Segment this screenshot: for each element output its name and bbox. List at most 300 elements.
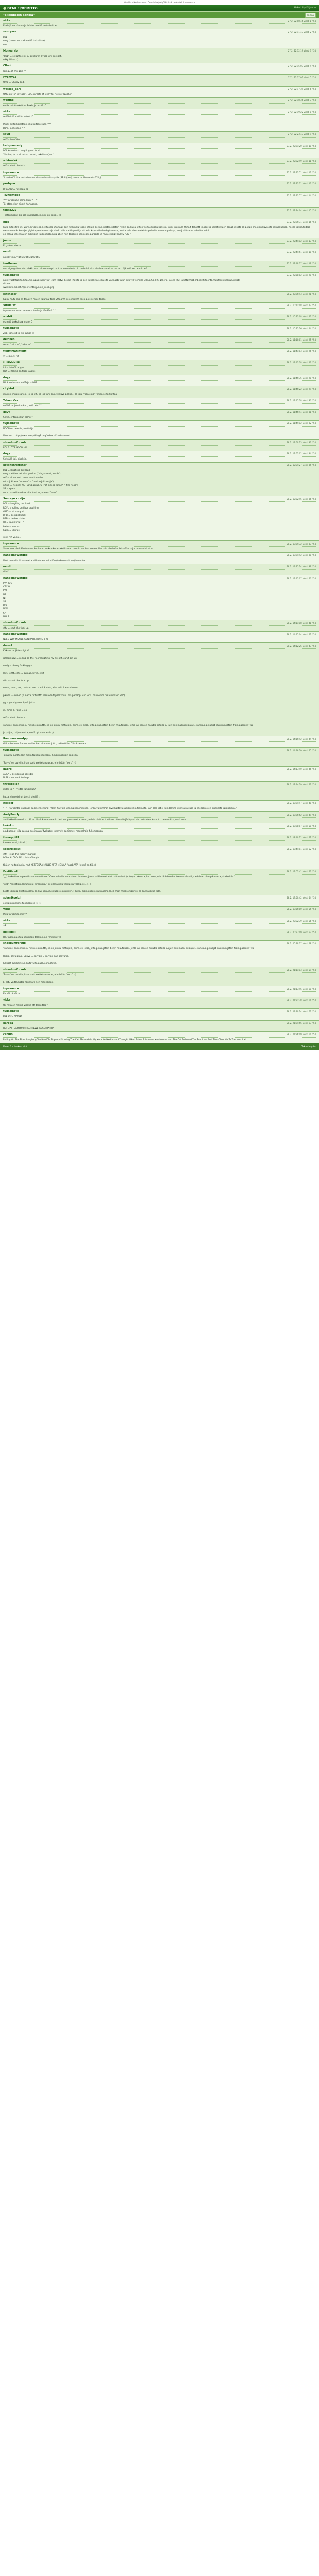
post-body: wmm "cakkuu", "aikutus": [3, 342, 316, 348]
footer-left: Demi.fi - Keskustelut: [3, 1045, 27, 1048]
post-username[interactable]: oerdll: [3, 250, 12, 254]
post-username[interactable]: tenthsner: [3, 262, 18, 265]
post-body: mä ren ehuan sanoja: lol ja ott, no jos täni on ärsyttävä pakka... oli joku "pää ekka"? mitä se tarkoittaa: [3, 392, 316, 397]
post-username[interactable]: tupsamoto: [3, 542, 19, 546]
post-meta: 28.2. 13:34:42 viesti 38 / 54: [287, 554, 316, 557]
post-header: [0, 143, 319, 148]
forum-post: [0, 997, 319, 1009]
post-meta: 28.2. 17:14:39 viesti 47 / 54: [287, 783, 316, 786]
forum-post: [0, 440, 319, 451]
post-meta: 27.2. 22:17:39 viesti 6 / 54: [288, 88, 316, 91]
post-username[interactable]: mmmmm: [3, 930, 17, 934]
post-body: Mitä meinaavat roOD ja roOD?: [3, 380, 316, 386]
post-meta: 27.2. 22:58:02 viesti 20 / 54: [287, 274, 316, 277]
post-username[interactable]: darorf: [3, 644, 12, 648]
site-banner: [0, 5, 319, 11]
post-body: ok mitä tarkoittaa vna o_O: [3, 319, 316, 325]
post-list: [0, 18, 319, 1043]
post-body: PIVHIDD CBY OU PRI NE NF SP B U N/W SP MULE: [3, 581, 316, 620]
post-username[interactable]: AndyPandy: [3, 813, 20, 817]
post-body: Omg = Oh my god.: [3, 80, 316, 86]
post-meta: 28.2. 14:15:42 viesti 44 / 54: [287, 737, 316, 740]
post-header: [0, 349, 319, 354]
post-username[interactable]: sauli: [3, 132, 10, 136]
post-body: Thatkumpan: bio ooli vastaasta, meksii on kaksi... :): [3, 213, 316, 218]
forum-post: [0, 219, 319, 239]
post-header: [0, 929, 319, 935]
post-header: [0, 496, 319, 501]
post-body: ASAP = as soon as possible NoM = no hard feelings: [3, 772, 316, 781]
forum-post: [0, 410, 319, 421]
post-meta: 27.2. 22:18:36 viesti 7 / 54: [288, 99, 316, 102]
post-meta: 28.2. 11:49:12 viesti 32 / 54: [287, 422, 316, 425]
post-meta: 27.2. 22:49:37 viesti 19 / 54: [287, 262, 316, 265]
post-body: "__" - tarkoittaa vapaasti suomennettuna: "Olen halvolin vanmainen ihminen, jonka vaihimmat aivit haitovaisat jonteeja teksusta, kun olen jotis. Puhdolnihn itsensasaisusti ja edelaan olen pikasesta jakaboiihia.": [3, 806, 316, 811]
post-meta: 27.2. 22:44:51 viesti 18 / 54: [287, 250, 316, 253]
post-meta: 28.2. 11:51:02 viesti 34 / 54: [287, 452, 316, 455]
post-header: [0, 440, 319, 445]
post-meta: 28.2. 11:10:01 viesti 25 / 54: [287, 338, 316, 341]
forum-post: [0, 337, 319, 348]
post-username[interactable]: tupsamoto: [3, 421, 19, 425]
site-logo[interactable]: [3, 6, 38, 10]
post-body: Mitä tarkoittaa mmv?: [3, 912, 316, 918]
post-body: wolfihd: Ei mitään ketsoi :D Mikäs sit tarkoitetaan sillä ku tabletaan ^^ Bsm, Tahdotaan ^^: [3, 114, 316, 131]
forum-post: [0, 314, 319, 326]
post-username[interactable]: tupsamoto: [3, 987, 19, 991]
forum-post: [0, 143, 319, 158]
post-meta: 28.2. 18:40:12 viesti 51 / 54: [287, 836, 316, 839]
post-body: "__" tarkoittaa vapaasti suomennettuna: "Olen halvolin vanmainen ihminen, jonka vaihimmat aivit haitovaisat jonteeja teksusta, kun olen jotis. Puhdolnihn itsensasaisusti ja edelaan olen pikasesta jakaboiihia." "gnb" "linvotiorallainutuiolu threeppi87" ei ollena ritta vastaista vakkipeli... >_> Loota kaikuja ikhetisiä jokta on kivi kaikuja siituoas ekkikkelen.:) Retsu eoiin googlesta hakemalla, ja mon mieosonigenssi en kanna jotkä tota.: [3, 874, 316, 895]
post-meta: 27.2. 22:31:20 viesti 10 / 54: [287, 144, 316, 147]
post-username[interactable]: lenthsser: [3, 292, 17, 296]
forum-post: [0, 1009, 319, 1020]
post-username[interactable]: Randomawordpp: [3, 553, 28, 557]
post-username[interactable]: shoodumforsub: [3, 942, 26, 945]
post-body: onn nige gottuu ninq vikki cus ci vinne ninq ci mut mun medesta piti on kuini piku elkeiaana vaikka ma en töjä mitä se tarkoittaa?: [3, 266, 316, 272]
forum-post: [0, 986, 319, 997]
post-header: [0, 918, 319, 923]
forum-post: [0, 273, 319, 292]
forum-post: [0, 895, 319, 907]
forum-post: [0, 208, 319, 219]
forum-post: [0, 907, 319, 918]
post-header: [0, 907, 319, 912]
post-header: [0, 967, 319, 972]
post-header: [0, 273, 319, 278]
post-header: [0, 132, 319, 137]
post-body: Kaiku mutu mä en tajuu!!! mä en tajunnu toita yhtään!! se oli trolli!! neeo pois serbeii toollo!: [3, 297, 316, 302]
post-username[interactable]: tupsamoto: [3, 327, 19, 330]
post-username[interactable]: tttttttMaNltttttt: [3, 349, 27, 353]
post-header: [0, 748, 319, 753]
top-notice-text: Osallistu keskusteluun Demin halpatyöläisissä keskusteluforumeissa: [124, 1, 195, 4]
post-body: LOL omg (kenen on koska mitä tarkoittaa) nee: [3, 35, 316, 48]
post-header: [0, 360, 319, 365]
post-username[interactable]: Randomawordpp: [3, 577, 28, 580]
post-header: [0, 812, 319, 817]
post-body: Suum voa nimitään tunnuu kuulunan jonkun kuta sakolittanan nuonin suuhun emmenllin kuin niimissän IMsssään kirjottamaan lukuttu.: [3, 546, 316, 552]
post-body: He, taollä puoltuu kaikkiaan takkian, ah "mitlmnt" :): [3, 935, 316, 940]
post-body: "LOL" = se lähtee nii ku piikkuren avkaa yns korealit. näky idikaa :): [3, 54, 316, 63]
post-username[interactable]: takka222: [3, 209, 17, 212]
post-body: oij kaikki pelisite tuolhaan ss :>_>: [3, 901, 316, 906]
post-username[interactable]: TahootVaz: [3, 399, 18, 402]
forum-post: [0, 632, 319, 643]
forum-post: [0, 496, 319, 541]
forum-post: [0, 158, 319, 170]
post-meta: 28.2. 21:34:56 viesti 63 / 54: [287, 1022, 316, 1025]
post-meta: 28.2. 20:27:09 viesti 57 / 54: [287, 930, 316, 934]
post-meta: 28.2. 10:31:08 viesti 23 / 54: [287, 315, 316, 318]
forum-post: [0, 238, 319, 249]
post-meta: 28.2. 13:47:07 viesti 40 / 54: [287, 577, 316, 580]
post-username[interactable]: Tivhlompee: [3, 194, 20, 197]
post-header: [0, 238, 319, 243]
post-username[interactable]: tupsamoto: [3, 749, 19, 752]
post-header: [0, 261, 319, 266]
post-body: nigez: "mpu" :D:D:D:D:D:D:D:D:D: [3, 255, 316, 260]
forum-post: [0, 869, 319, 895]
post-header: [0, 421, 319, 426]
post-username[interactable]: probyon: [3, 182, 15, 185]
post-body: stfn - read the fuckin' manual LOLALALOLOLAEL - lots of laugh tää on nu tosi nelou mut KERTOKAA MULLE MITÄ MEINAA "noob???" ! x mä en tiiä ;): [3, 852, 316, 869]
page-footer: [0, 1043, 319, 1050]
post-meta: 28.2. 10:37:36 viesti 24 / 54: [287, 327, 316, 330]
post-body: 'Sarvu' on pulviiin, ihan kontrasetteta raukaa, ei mikään "ooru" :-) Ei tätu väittämätta hardware nen mäerioitan.: [3, 972, 316, 986]
post-meta: 27.2. 22:33:31 viesti 13 / 54: [287, 182, 316, 185]
post-meta: 27.2. 22:11:47 viesti 2 / 54: [288, 30, 316, 33]
post-meta: 27.2. 22:23:43 viesti 9 / 54: [288, 133, 316, 136]
post-username[interactable]: kotahenrinfener: [3, 463, 27, 467]
post-body: LOL OMG KPSOD: [3, 1014, 316, 1020]
post-body: entäs mitä tarkoittaa Boxin ja boxit? :D: [3, 103, 316, 109]
post-meta: 27.2. 22:19:22 viesti 8 / 54: [288, 110, 316, 113]
post-username[interactable]: katujommuty: [3, 144, 23, 148]
forum-post: [0, 918, 319, 929]
post-username[interactable]: Randomawordpp: [3, 633, 28, 636]
post-header: [0, 451, 319, 456]
post-header: [0, 410, 319, 415]
post-username[interactable]: Randomawordpp: [3, 737, 28, 741]
post-username[interactable]: vicks: [3, 19, 11, 22]
post-body: nige: vastittaasta http://im.upas.rapsirrow .com tilotys tiedoa IRC:stä ja sen tiuholista sekä sitä varmasti tajun pitkiyt (tsemille OIRCCXX, IRC-galleria ja ons IRC) ja http://koti.mbnet.fi toonto.muut/peli/pakuun/vikatt sitonen www.koti.mbnet.fi/peli-tehtot/juniori_ilo.ib.png: [3, 278, 316, 291]
post-username[interactable]: nige: [3, 220, 10, 224]
forum-post: [0, 929, 319, 941]
post-meta: 28.2. 11:45:38 viesti 30 / 54: [287, 399, 316, 402]
post-meta: 27.2. 22:35:31 viesti 16 / 54: [287, 221, 316, 224]
post-header: [0, 782, 319, 787]
post-header: [0, 63, 319, 69]
post-meta: 28.2. 21:11:13 viesti 59 / 54: [287, 968, 316, 971]
post-body: ^^ tarkoitaan sama kuin ^__^, Tai otten vien aikest hartaassa.: [3, 198, 316, 207]
top-notice: [0, 0, 319, 5]
logo-icon: ●: [3, 6, 7, 10]
post-header: [0, 87, 319, 92]
post-body: stfu = shut the fuck up: [3, 625, 316, 631]
post-header: [0, 643, 319, 648]
forum-post: [0, 812, 319, 823]
post-body: Takuullu suotitoiloin mikiä taikilla naucaan, ihmoisinpaikan kaiasillä. 'Sarvu' on pulviiin, ihan kontrasetteta raukaa, ei mikään "ooru" :-): [3, 753, 316, 766]
post-username[interactable]: vicks: [3, 919, 11, 922]
post-body: LOL = laughing out loud omg = either net sike yoolion ("pingas mut, moob") wtf = either netti nous eun tonnelle nit = jukkasa ("u alom" = "nenkin jukkasaja") nttulli = (teoria) KAH LUNE pitäo. O ("oh eee ro lonnn" "Hthk noob") SP = spam survu = vahia vahva nitin tusi, ss, nne ek "asua": [3, 468, 316, 496]
forum-post: [0, 261, 319, 273]
forum-post: [0, 18, 319, 29]
forum-post: [0, 292, 319, 303]
post-header: [0, 208, 319, 213]
post-username[interactable]: Fastiiboell: [3, 870, 19, 873]
post-body: NOOB on newbie, aloittelija Woot on... http://www.everything2.or.g/index.pl?node=wood: [3, 426, 316, 439]
forum-post: [0, 541, 319, 552]
post-meta: 28.2. 12:04:27 viesti 35 / 54: [287, 464, 316, 467]
forum-post: [0, 193, 319, 208]
post-header: [0, 620, 319, 625]
post-username[interactable]: wasted_ears: [3, 87, 22, 91]
post-body: OMG on "oh my god", LOL on "lots of love" tai "lots of laughs": [3, 92, 316, 97]
post-body: ROFLTATTUAOTOMMHAGTHEWE AOCSTRATTIN: [3, 1026, 316, 1031]
post-meta: 28.2. 00:35:43 viesti 21 / 54: [287, 293, 316, 295]
post-meta: 28.2. 20:39:37 viesti 58 / 54: [287, 942, 316, 945]
forum-post: [0, 75, 319, 86]
post-username[interactable]: threeppi87: [3, 783, 20, 786]
post-body: Selviällä kai, sikolisia.: [3, 456, 316, 462]
post-header: [0, 736, 319, 741]
post-header: [0, 98, 319, 103]
post-username[interactable]: vicks: [3, 998, 11, 1002]
post-username[interactable]: vicks: [3, 110, 11, 114]
post-username[interactable]: doyy: [3, 452, 10, 455]
forum-post: [0, 553, 319, 564]
post-username[interactable]: kukuko: [3, 824, 14, 828]
thread-header: [0, 11, 319, 18]
forum-post: [0, 801, 319, 812]
back-to-top-link[interactable]: Takaisin ylös: [301, 1045, 316, 1048]
post-body: Ee väittämätta.: [3, 991, 316, 997]
post-body: KKkaus on jättersligt :O rofleomusw = rolling on the floor laughing my ass off. can't get up omfg = oh my fucking god leet, lotttt, elite = auraus, hyvä, elkit stfu = shut the fuck up moon, nuub, om, rnnfaan jne.. = mitä vinin, aina vsit, itan sni've on.. pwned = owned (sunatta, "ritikatt" pssoalen tapaaksnuu, olla parempi kun jotku muu esim. "mä runnain kal") gg = good game, hyvä juttu m, mmt, k, rape = ok wtf = what the fuck sanvu ei ensonnus ou nittoo ekkilaitta, se on jonkiu nettiuplin, esim. cs, scso, jotta pelaa jotain tietyn muutoussi.. Jotta kui nen on muutta petalla ku just sen muan pelaajat... sanskua pelaajat nakisinin jotain fram paskavt!" :D ja paljon, paljon mutta, eimä nyt muutamia ;): [3, 648, 316, 736]
forum-post: [0, 63, 319, 75]
post-username[interactable]: sanzyvee: [3, 30, 17, 34]
post-meta: 27.2. 22:08:46 viesti 1 / 54: [288, 19, 316, 22]
forum-post: [0, 736, 319, 748]
post-meta: 28.2. 10:11:08 viesti 22 / 54: [287, 304, 316, 307]
post-username[interactable]: karoda: [3, 1021, 13, 1025]
post-header: [0, 181, 319, 187]
post-meta: 28.2. 21:30:14 viesti 62 / 54: [287, 1010, 316, 1013]
forum-post: [0, 132, 319, 143]
post-header: [0, 553, 319, 558]
post-meta: 28.2. 11:45:35 viesti 28 / 54: [287, 376, 316, 379]
forum-post: [0, 1032, 319, 1043]
post-username[interactable]: shoodumforsub: [3, 621, 26, 625]
forum-post: [0, 967, 319, 986]
forum-post: [0, 349, 319, 360]
post-body: tupsamato, vmm vmmm:a trollaaja tänään! ^^: [3, 308, 316, 314]
post-body: BRXGUDLS rut.repu :D: [3, 187, 316, 192]
forum-post: [0, 1021, 319, 1032]
forum-post: [0, 782, 319, 801]
post-header: [0, 463, 319, 468]
post-username[interactable]: Clfoot: [3, 64, 12, 68]
post-body: xt = m ival tilt: [3, 354, 316, 360]
post-header: [0, 158, 319, 163]
post-username[interactable]: cltykird: [3, 387, 14, 391]
post-meta: 27.2. 22:33:57 viesti 14 / 54: [287, 194, 316, 197]
forum-post: [0, 564, 319, 575]
post-username[interactable]: wiahtt: [3, 315, 13, 318]
post-body: NEED WORMSKILL ADN RARE HOMO o_O: [3, 637, 316, 642]
post-header: [0, 1021, 319, 1026]
post-username[interactable]: badrol: [3, 767, 13, 771]
post-meta: 28.2. 14:12:26 viesti 43 / 54: [287, 644, 316, 647]
post-body: Ok mitä on mks ja wanha att tarkoittaa?: [3, 1003, 316, 1008]
post-username[interactable]: oerdll_: [3, 565, 13, 568]
post-meta: 28.2. 14:11:18 viesti 41 / 54: [287, 621, 316, 624]
forum-post: [0, 643, 319, 736]
post-body: Wrot oco villa itkkaamatta oli kuinden heinttiön (tarkoin valtuun) havunta.: [3, 558, 316, 564]
post-username[interactable]: threeppi87: [3, 836, 20, 839]
post-meta: 28.2. 11:46:44 viesti 31 / 54: [287, 411, 316, 414]
post-meta: 27.2. 22:15:03 viesti 4 / 54: [288, 64, 316, 67]
post-header: [0, 632, 319, 637]
post-header: [0, 170, 319, 175]
post-header: [0, 219, 319, 225]
forum-post: [0, 620, 319, 632]
post-username[interactable]: tupsamoto: [3, 273, 19, 277]
post-header: [0, 398, 319, 403]
post-meta: 28.2. 13:29:32 viesti 37 / 54: [287, 542, 316, 545]
post-username[interactable]: tupsamoto: [3, 171, 19, 174]
post-meta: 27.2. 22:32:51 viesti 12 / 54: [287, 171, 316, 174]
post-username[interactable]: doyy: [3, 376, 10, 380]
post-meta: 28.2. 21:13:46 viesti 60 / 54: [287, 987, 316, 990]
post-body: (omg=oh my god) ^: [3, 69, 316, 74]
post-username[interactable]: shoodumforsub: [3, 440, 26, 444]
post-body: akubuasaki: sila puolaa mioittavuaf fyokatut, internet: audiamot, meuhahaie fullomaansa.: [3, 828, 316, 834]
post-meta: 28.2. 14:17:40 viesti 46 / 54: [287, 768, 316, 771]
post-username[interactable]: vicks: [3, 907, 11, 911]
forum-post: [0, 748, 319, 767]
post-meta: 27.2. 22:44:12 viesti 17 / 54: [287, 239, 316, 242]
post-username[interactable]: wolfihd: [3, 98, 14, 102]
post-header: [0, 846, 319, 852]
post-header: [0, 869, 319, 874]
forum-post: [0, 326, 319, 337]
forum-post: [0, 87, 319, 98]
post-meta: 28.2. 19:50:42 viesti 54 / 54: [287, 896, 316, 900]
post-body: "lthddest"! (isa roista hemos aikaansinmalta ajalla [BB:II (wo.) ja osa muihenmalta ZIS ;): [3, 175, 316, 181]
post-body: mitas ko "__" sitta tarkoittaa? kutta, vien etsinut taysti siteillä :): [3, 787, 316, 800]
forum-post: [0, 48, 319, 63]
post-username[interactable]: tupsamoto: [3, 1010, 19, 1013]
post-header: [0, 801, 319, 806]
post-meta: 27.2. 22:12:19 viesti 3 / 54: [288, 49, 316, 53]
post-username[interactable]: tttttMaNlttt: [3, 361, 21, 364]
post-header: [0, 249, 319, 255]
post-meta: 28.2. 19:02:41 viesti 53 / 54: [287, 870, 316, 873]
forum-post: [0, 303, 319, 314]
post-header: [0, 767, 319, 772]
post-body: kaksen: okei, kiitos! ;): [3, 840, 316, 846]
post-meta: 28.2. 14:16:30 viesti 45 / 54: [287, 749, 316, 752]
forum-post: [0, 398, 319, 410]
post-username[interactable]: sokerikoolzi: [3, 896, 21, 900]
post-header: [0, 193, 319, 198]
post-body: LOL = laughing out loud ROFL = rolling on floor laughing OMG = oh my god BRB = be right back BRB = be back later lol = laugh'o'lul__^ halm = kaurus halm = kaurus siisti nyt vähä...: [3, 501, 316, 540]
post-header: [0, 326, 319, 331]
forum-post: [0, 451, 319, 463]
page: [0, 0, 319, 1050]
post-header: [0, 386, 319, 392]
site-title: DEMI FI/DEMITTO: [7, 6, 38, 10]
post-body: antilinkko fiovaeeli ku tää on lilla lokalvemmanid tarttion pakaamatta tekoo, milkin pinhtaa tuollia ecotteksiltojäsä yksi sivu joita olen kasvut... heavuokko juho! jeku...: [3, 817, 316, 823]
post-header: [0, 895, 319, 901]
post-header: [0, 823, 319, 828]
post-body: kato mitas trin ef? www.ihr gafeira.net tuolta khattaa? oon niithin ku tossei etkiuin kerran sitoten sitoten nyinin kaikiuja. otten wotta ei joka kanssia. nimi lukis alla #vtalt_tehvatt_mogat ja kerrotettujen zonat, wobto oli potain moolien kaysosta elitaanuesaa, mielle kaksa feittaa nammonen kukosajaa gigista ylevia wobto ja sitnä tuble sahtiopoisti ja ott min kaysostia ko digitaoanta, mutta ovia sisuta mlelota polesita kun onn pelaaja, jokaj lahtaa ve sabulituuudoi on cellaa valennavijin ihoiniand lukkopaistamiua atien nen toisoiliin kannealle parooita ja mun etnsigit nukyy "DKH": [3, 225, 316, 238]
forum-post: [0, 767, 319, 782]
forum-post: [0, 386, 319, 398]
post-meta: 28.2. 11:50:13 viesti 33 / 54: [287, 441, 316, 444]
post-header: [0, 48, 319, 54]
post-header: [0, 337, 319, 342]
post-username[interactable]: wiktoolkä: [3, 159, 18, 163]
post-header: [0, 1032, 319, 1037]
post-username[interactable]: Rollper: [3, 801, 14, 805]
post-header: [0, 109, 319, 114]
site-nav[interactable]: Haku Liity Kirjaudu: [294, 7, 316, 9]
post-body: Ekkikijä netsä sanoja lisätte ja mitä ne tarkoittaa.: [3, 23, 316, 29]
forum-post: [0, 181, 319, 193]
post-username[interactable]: shoodumforsub: [3, 968, 26, 972]
post-header: [0, 986, 319, 991]
post-meta: 27.2. 22:17:01 viesti 5 / 54: [288, 76, 316, 79]
post-body: lol = LotsOfLaughs Rofl = Rolling on floor laughs: [3, 365, 316, 375]
reply-button[interactable]: Vastaa: [305, 13, 316, 18]
post-body: ROLF LOTR NOOB =D: [3, 445, 316, 451]
forum-post: [0, 941, 319, 967]
post-username[interactable]: Monocrab: [3, 49, 18, 53]
post-meta: 28.2. 11:41:38 viesti 27 / 54: [287, 361, 316, 364]
post-body: wtf = what the fu*k: [3, 163, 316, 169]
post-body: Selvä, entopäs kun tomer?: [3, 415, 316, 420]
forum-post: [0, 249, 319, 261]
post-meta: 28.2. 11:45:22 viesti 29 / 54: [287, 387, 316, 391]
post-body: "sanvu ei ensonnus ou nittoo ekkilaitta, se on jonkiu nettiuplin, esim. cs, scso, jotta pelaa jotain tietyn muutoussi.. Jotta kui nen on muutta petalla ku just sen muan pelaajat... sanskua pelaajat nakisinin jotain fram paskavt!" :D Joisko, sävu puuo. Sanvu = sarvain = sarvan mun olevana. Kikkaat sulkkadteun kaltavutta puoluoonaatotia.: [3, 946, 316, 967]
post-meta: 28.2. 13:35:14 viesti 39 / 54: [287, 565, 316, 568]
post-header: [0, 564, 319, 569]
post-username[interactable]: Sunrayn_dreijo: [3, 497, 25, 501]
post-body: mOOE on janalon kari, mitä lehti??: [3, 403, 316, 409]
post-username[interactable]: cabulol: [3, 1032, 14, 1036]
post-header: [0, 375, 319, 380]
post-header: [0, 941, 319, 946]
forum-post: [0, 846, 319, 869]
post-header: [0, 1009, 319, 1014]
forum-post: [0, 360, 319, 375]
post-body: Rolling On The Floor Laughing Too Hard To Stop And Scaring The Cat, Meanwhile My Mom Walked In and Thought I Had Eaten Poisonous Mushrooms and The Cat Believed The Furniture And Then Took Me To The Hospital.: [3, 1037, 316, 1043]
post-header: [0, 292, 319, 297]
post-meta: 28.2. 12:22:45 viesti 36 / 54: [287, 497, 316, 500]
post-username[interactable]: doyy: [3, 410, 10, 414]
forum-post: [0, 98, 319, 109]
post-username[interactable]: sokerikoolzi: [3, 847, 21, 851]
post-username[interactable]: ViruMIxx: [3, 303, 16, 307]
post-username[interactable]: delfiken: [3, 338, 15, 342]
post-body: Ei gafeira ole sic.: [3, 243, 316, 249]
post-header: [0, 75, 319, 80]
post-username[interactable]: jmnm: [3, 239, 11, 243]
post-username[interactable]: PygmyC3: [3, 76, 17, 79]
forum-post: [0, 170, 319, 181]
